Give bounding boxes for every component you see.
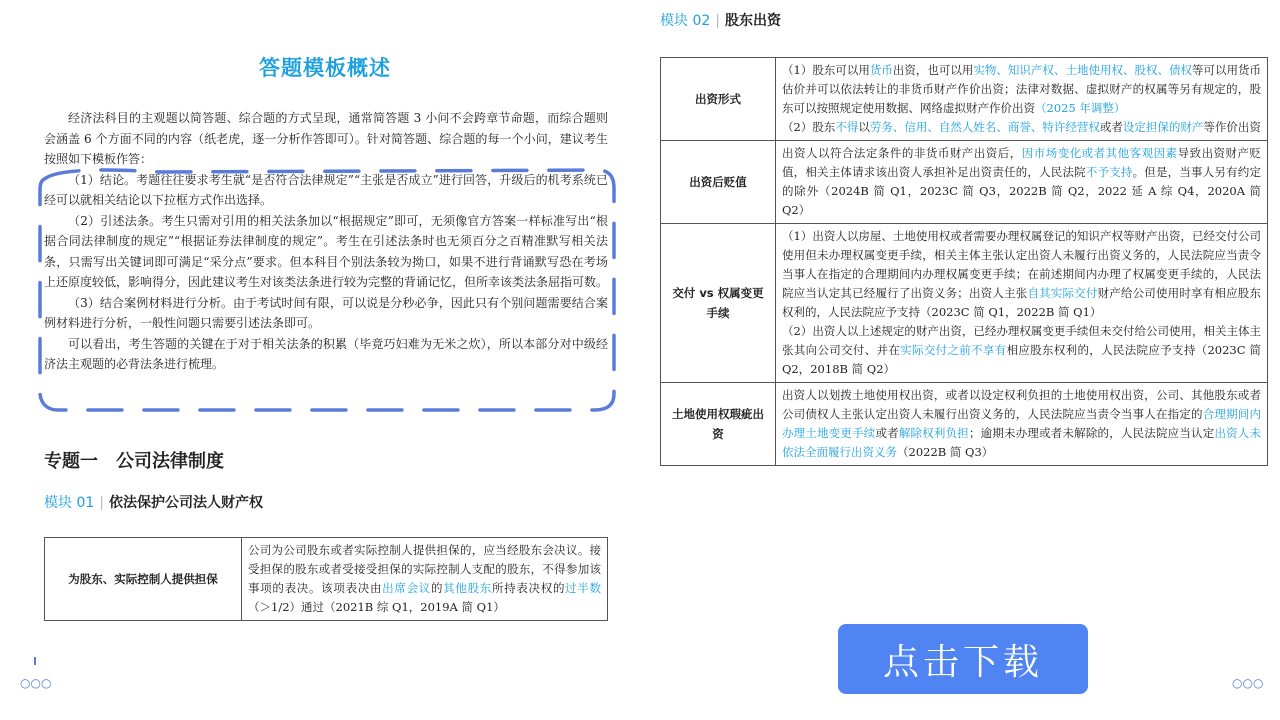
table-row [661,58,1268,141]
table-row-content: （1）股东可以用货币出资，也可以用实物、知识产权、土地使用权、股权、债权等可以用货币估价并可以依法转让的非货币财产作价出资；法律对数据、虚拟财产的权属等另有规定的，股东可以按照规定使用数据、网络虚拟财产作价出资（2025 年调整） （2）股东不得以劳务、信用、自然人姓名、商誉、特许经营权或者设定担保的财产等作价出资 [776,58,1268,141]
table-row-header: 为股东、实际控制人提供担保 [45,538,242,621]
table-row [661,141,1268,224]
module-number: 模块 02 [660,13,711,29]
page-dots-icon: ○○○ [1232,676,1264,690]
table-row [661,383,1268,466]
table-row-content: 出资人以划拨土地使用权出资，或者以设定权利负担的土地使用权出资，公司、其他股东或者公司债权人主张认定出资人未履行出资义务的，人民法院应当责令当事人在指定的合理期间内办理土地变更手续或者解除权利负担；逾期未办理或者未解除的，人民法院应当认定出资人未依法全面履行出资义务（2022B 简 Q3） [776,383,1268,466]
intro-paragraph: 可以看出，考生答题的关键在于对于相关法条的积累（毕竟巧妇难为无米之炊），所以本部分对中级经济法主观题的必背法条进行梳理。 [44,336,608,371]
table-row-header: 交付 vs 权属变更手续 [661,224,776,383]
table-row-header: 出资形式 [661,58,776,141]
download-button[interactable]: 点击下载 [838,624,1088,694]
table-row-header: 出资后贬值 [661,141,776,224]
intro-paragraph: （3）结合案例材料进行分析。由于考试时间有限，可以说是分秒必争，因此只有个别问题需要结合案例材料进行分析，一般性问题只需要引述法条即可。 [44,295,608,330]
module-heading: 模块 01 | 依法保护公司法人财产权 [44,495,263,511]
right-table [660,57,1268,466]
intro-paragraph: （1）结论。考题往往要求考生就“是否符合法律规定”“主张是否成立”进行回答，升级后的机考系统已经可以就相关结论以下拉框方式作出选择。 [44,172,608,207]
page-marker [34,657,36,665]
section-title: 专题一 公司法律制度 [44,451,224,472]
table-row [661,224,1268,383]
module-title: 股东出资 [724,13,781,29]
table-row-header: 土地使用权瑕疵出资 [661,383,776,466]
table-row-content: 出资人以符合法定条件的非货币财产出资后，因市场变化或者其他客观因素导致出资财产贬值，相关主体请求该出资人承担补足出资责任的，人民法院不予支持。但是，当事人另有约定的除外（2024B 简 Q1，2023C 简 Q3，2022B 简 Q2，2022 延 A 综 Q4，2020A 简 Q2） [776,141,1268,224]
module-number: 模块 01 [44,495,95,511]
table-row-content: （1）出资人以房屋、土地使用权或者需要办理权属登记的知识产权等财产出资，已经交付公司使用但未办理权属变更手续，相关主体主张认定出资人未履行出资义务的，人民法院应当责令当事人在指定的合理期间内办理权属变更手续；在前述期间内办理了权属变更手续的，人民法院应当认定其已经履行了出资义务；出资人主张自其实际交付财产给公司使用时享有相应股东权利的，人民法院应予支持（2023C 简 Q1，2022B 简 Q1） （2）出资人以上述规定的财产出资，已经办理权属变更手续但未交付给公司使用，相关主体主张其向公司交付、并在实际交付之前不享有相应股东权利的，人民法院应予支持（2023C 简 Q2，2018B 简 Q2） [776,224,1268,383]
module-heading: 模块 02 | 股东出资 [660,13,781,29]
intro-text [44,108,608,375]
page-dots-icon: ○○○ [20,676,52,690]
intro-paragraph: 经济法科目的主观题以简答题、综合题的方式呈现，通常简答题 3 小问不会跨章节命题，而综合题则会涵盖 6 个方面不同的内容（纸老虎，逐一分析作答即可）。针对简答题、综合题的每一个小问，建议考生按照如下模板作答： [44,111,608,166]
intro-paragraph: （2）引述法条。考生只需对引用的相关法条加以“根据规定”即可，无须像官方答案一样标准写出“根据合同法律制度的规定”“根据证券法律制度的规定”。考生在引述法条时也无须百分之百精准默写相关法条，只需写出关键词即可满足“采分点”要求。但本科目个别法条较为拗口，如果不进行背诵默写恐在考场上还原度较低，影响得分，因此建议考生对该类法条进行较为完整的背诵记忆，但所幸该类法条屈指可数。 [44,213,609,289]
table-row-content: 公司为公司股东或者实际控制人提供担保的，应当经股东会决议。接受担保的股东或者受接受担保的实际控制人支配的股东，不得参加该事项的表决。该项表决由出席会议的其他股东所持表决权的过半数（＞1/2）通过（2021B 综 Q1，2019A 简 Q1） [242,538,608,621]
page-title: 答题模板概述 [259,55,391,80]
left-table [44,537,608,621]
module-title: 依法保护公司法人财产权 [108,495,263,511]
table-row [45,538,608,621]
